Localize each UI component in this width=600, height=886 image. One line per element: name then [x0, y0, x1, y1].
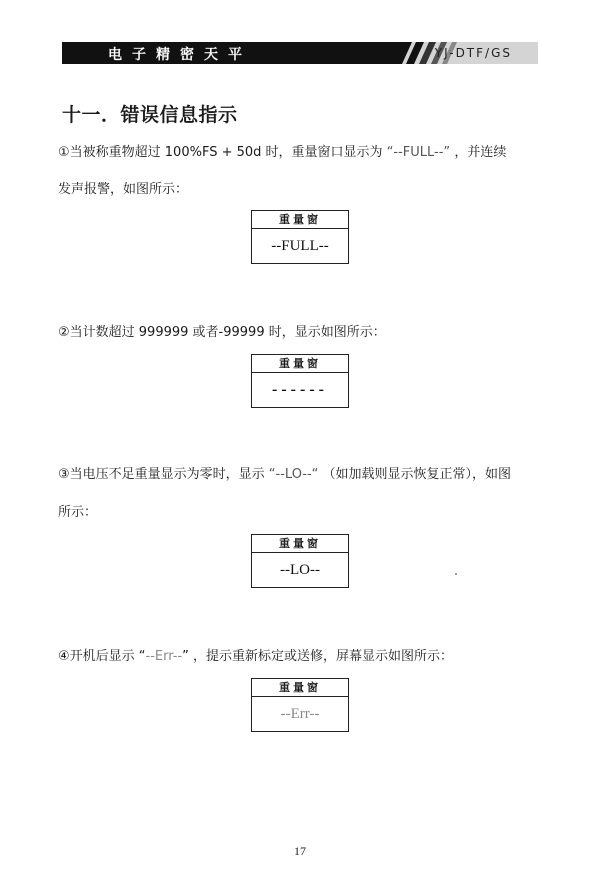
window-value: --LO--	[280, 562, 320, 578]
window-caption: 重量窗	[252, 679, 348, 697]
item-3-line-2: 所示：	[58, 505, 98, 520]
weight-window-overflow	[251, 354, 349, 408]
header-bar	[62, 42, 402, 64]
item-4-code: --Err--	[145, 649, 183, 664]
item-4-text: ④开机后显示	[58, 649, 135, 664]
item-1-text: ①当被称重物超过 100%FS + 50d 时，重量窗口显示为	[58, 145, 383, 160]
window-value: --Err--	[280, 706, 320, 722]
item-4-quote-open: “	[138, 649, 146, 664]
item-1-code: “--FULL--”	[386, 145, 451, 160]
item-4-suffix: ，提示重新标定或送修，屏幕显示如图所示：	[193, 649, 454, 664]
item-3-code: “--LO--“	[268, 467, 319, 482]
item-1-line-1	[58, 141, 506, 160]
page-header	[62, 42, 538, 64]
window-caption: 重量窗	[252, 211, 348, 229]
header-model-box	[434, 42, 538, 64]
window-caption: 重量窗	[252, 355, 348, 373]
item-3-line-1	[58, 463, 511, 482]
weight-window-low	[251, 534, 349, 588]
stray-dot	[455, 573, 457, 575]
weight-window-error	[251, 678, 349, 732]
header-title: 电子精密天平	[108, 47, 252, 63]
window-value: --FULL--	[271, 238, 329, 254]
window-caption: 重量窗	[252, 535, 348, 553]
weight-window-full	[251, 210, 349, 264]
item-4-line-1	[58, 645, 453, 664]
page-number: 17	[294, 844, 306, 858]
item-3-text: ③当电压不足重量显示为零时，显示	[58, 467, 265, 482]
section-title: 十一．错误信息指示	[62, 104, 238, 126]
window-value: ------	[272, 381, 328, 398]
header-model: YJ-DTF/GS	[434, 46, 512, 60]
item-2-line-1: ②当计数超过 999999 或者-99999 时，显示如图所示：	[58, 325, 386, 340]
item-1-line-2: 发声报警，如图所示：	[58, 182, 189, 197]
item-3-suffix: （如加载则显示恢复正常），如图	[322, 467, 512, 482]
item-4-quote-close: ”	[182, 649, 189, 664]
item-1-suffix: ，并连续	[454, 145, 507, 160]
